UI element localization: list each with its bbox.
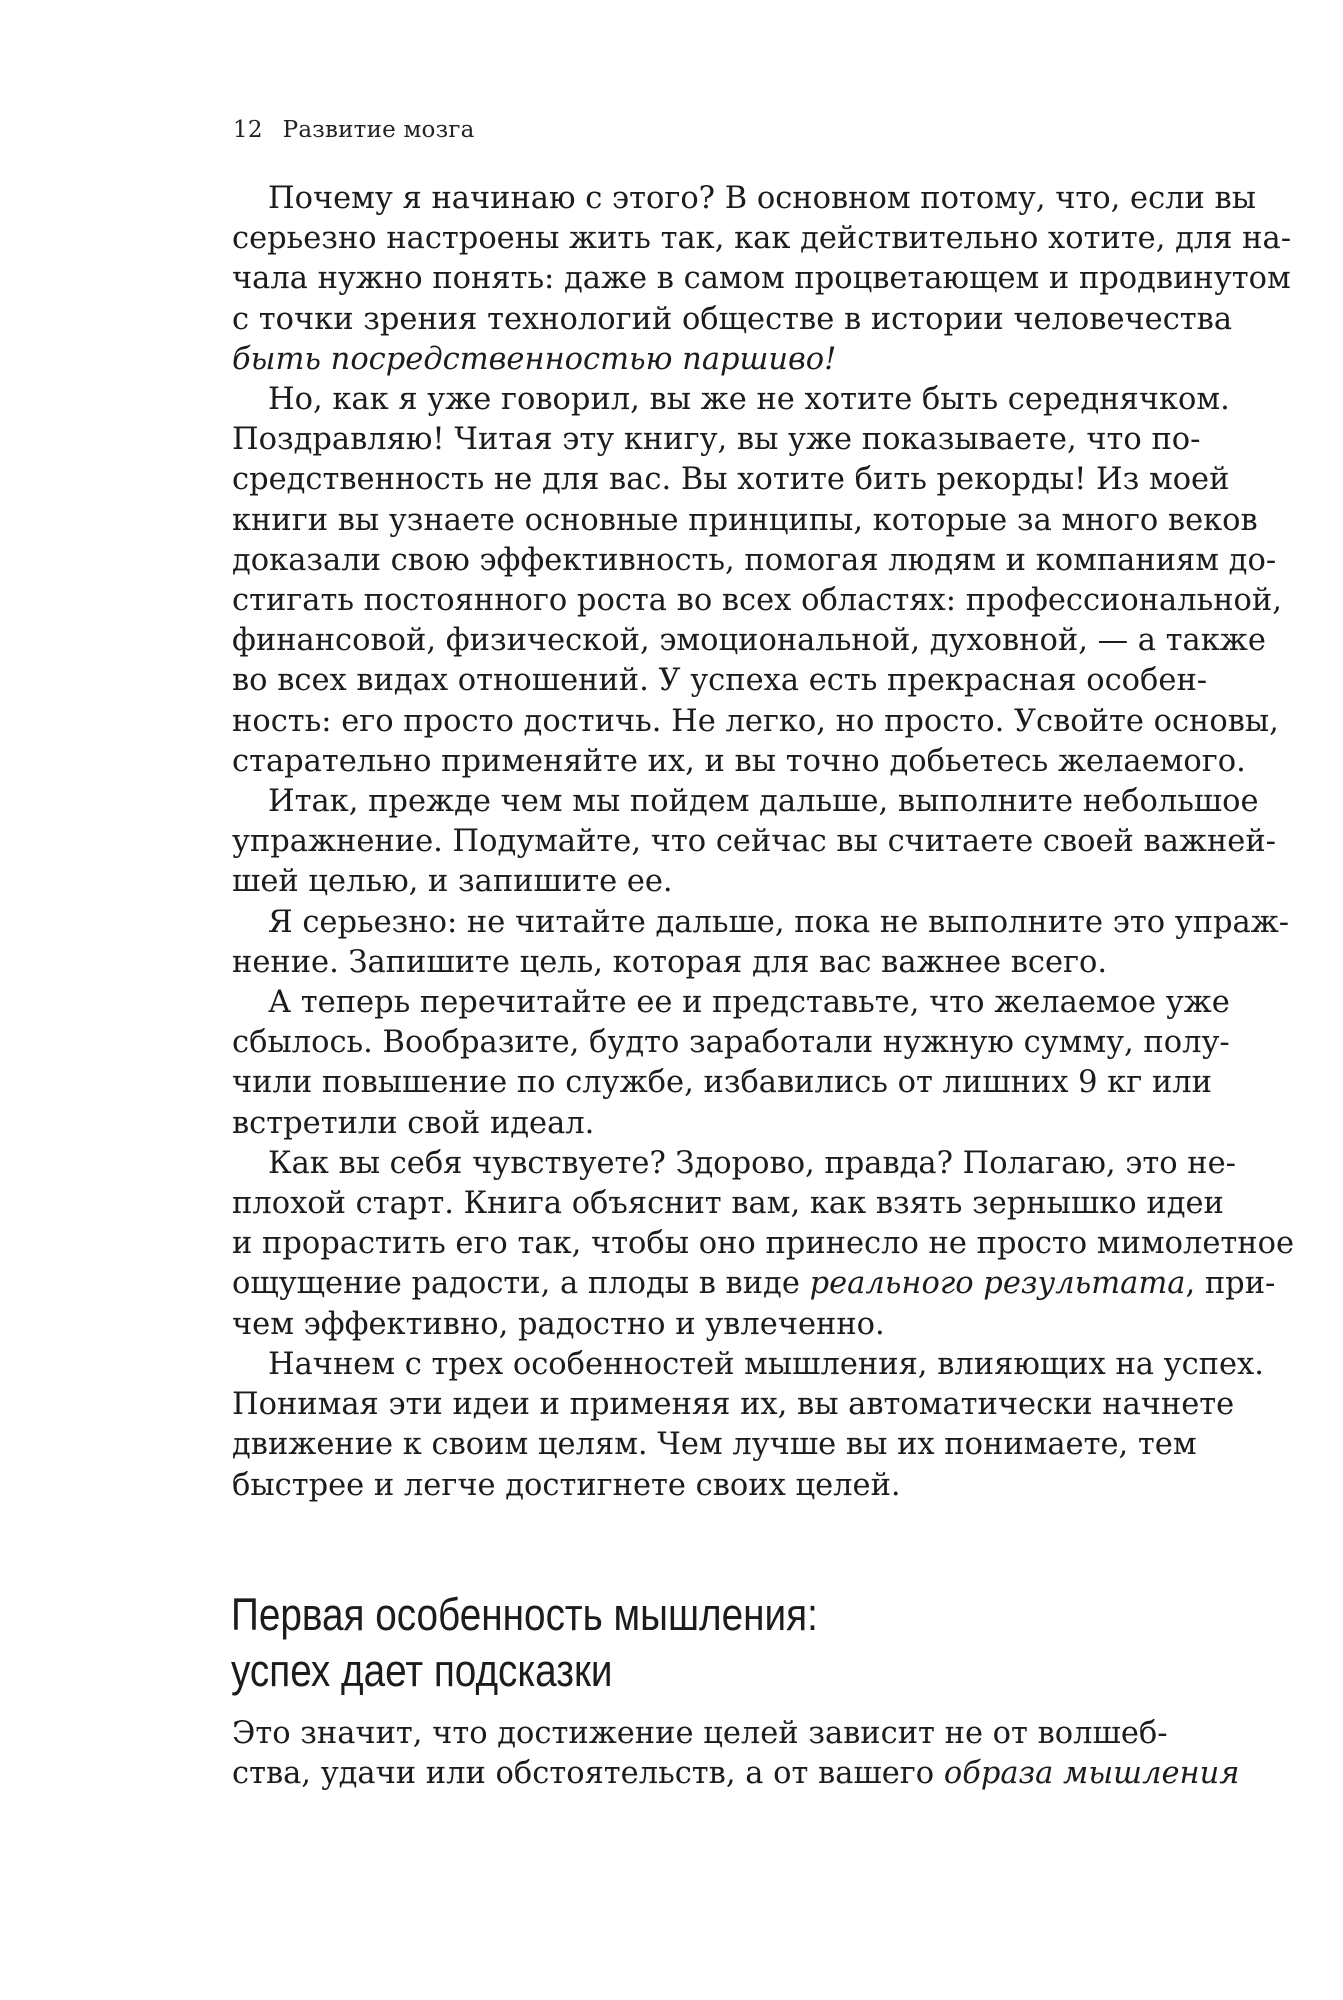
text-line: встретили свой идеал. bbox=[232, 1105, 595, 1141]
paragraph bbox=[232, 782, 1276, 903]
text-line: Понимая эти идеи и применяя их, вы автоматически начнете bbox=[232, 1387, 1235, 1423]
text-line: А теперь перечитайте ее и представьте, что желаемое уже bbox=[268, 985, 1230, 1021]
text-line: сбылось. Вообразите, будто заработали нужную сумму, полу- bbox=[232, 1025, 1230, 1061]
paragraph bbox=[232, 380, 1282, 782]
text-line: во всех видах отношений. У успеха есть прекрасная особен- bbox=[232, 663, 1208, 699]
text-line: шей целью, и запишите ее. bbox=[232, 864, 673, 900]
section-heading bbox=[231, 1587, 1027, 1699]
emphasis: быть посредственностью паршиво! bbox=[232, 341, 837, 377]
running-head bbox=[233, 117, 475, 143]
text-line bbox=[232, 340, 1158, 380]
paragraph bbox=[232, 903, 1290, 983]
text-line: чем эффективно, радостно и увлеченно. bbox=[232, 1306, 885, 1342]
text-line: Как вы себя чувствуете? Здорово, правда? Полагаю, это не- bbox=[268, 1145, 1236, 1181]
paragraph bbox=[232, 1144, 1295, 1345]
text-line: Начнем с трех особенностей мышления, влияющих на успех. bbox=[268, 1346, 1264, 1382]
text-line: ность: его просто достичь. Не легко, но просто. Усвойте основы, bbox=[232, 703, 1279, 739]
text-line: ства, удачи или обстоятельств, а от вашего образа мышления bbox=[232, 1756, 1240, 1792]
text-line: Итак, прежде чем мы пойдем дальше, выполните небольшое bbox=[268, 784, 1259, 820]
text-line: упражнение. Подумайте, что сейчас вы считаете своей важней- bbox=[232, 824, 1276, 860]
text-line: книги вы узнаете основные принципы, которые за много веков bbox=[232, 502, 1258, 538]
text-line: чала нужно понять: даже в самом процветающем и продвинутом bbox=[232, 261, 1291, 297]
section-heading-line: Первая особенность мышления: bbox=[231, 1589, 818, 1640]
text-line: финансовой, физической, эмоциональной, духовной, — а также bbox=[232, 623, 1266, 659]
paragraph bbox=[232, 983, 1230, 1144]
text-line: нение. Запишите цель, которая для вас важнее всего. bbox=[232, 944, 1108, 980]
paragraph bbox=[232, 179, 1291, 380]
text-line: Я серьезно: не читайте дальше, пока не выполните это упраж- bbox=[268, 904, 1290, 940]
text-line: доказали свою эффективность, помогая людям и компаниям до- bbox=[232, 542, 1277, 578]
text-line: ощущение радости, а плоды в виде реального результата, при- bbox=[232, 1266, 1276, 1302]
emphasis: реального результата bbox=[809, 1266, 1186, 1302]
section-heading-line: успех дает подсказки bbox=[231, 1645, 613, 1696]
chapter-title: Развитие мозга bbox=[282, 117, 475, 143]
text-line: быстрее и легче достигнете своих целей. bbox=[232, 1467, 901, 1503]
text-line: плохой старт. Книга объяснит вам, как взять зернышко идеи bbox=[232, 1186, 1224, 1222]
body-text bbox=[232, 179, 1295, 1506]
text-line: Поздравляю! Читая эту книгу, вы уже показываете, что по- bbox=[232, 422, 1201, 458]
text-line: старательно применяйте их, и вы точно добьетесь желаемого. bbox=[232, 743, 1246, 779]
emphasis: образа мышления bbox=[943, 1756, 1240, 1792]
text-line: с точки зрения технологий обществе в истории человечества bbox=[232, 301, 1233, 337]
text-line: Но, как я уже говорил, вы же не хотите быть середнячком. bbox=[268, 382, 1230, 418]
text-line: серьезно настроены жить так, как действительно хотите, для на- bbox=[232, 221, 1291, 257]
text-line: чили повышение по службе, избавились от лишних 9 кг или bbox=[232, 1065, 1212, 1101]
text-line: движение к своим целям. Чем лучше вы их понимаете, тем bbox=[232, 1427, 1197, 1463]
text-line: стигать постоянного роста во всех областях: профессиональной, bbox=[232, 583, 1282, 619]
closing-paragraph bbox=[232, 1714, 1240, 1794]
page-number: 12 bbox=[233, 117, 263, 143]
text-line: средственность не для вас. Вы хотите бить рекорды! Из моей bbox=[232, 462, 1230, 498]
text-line: Почему я начинаю с этого? В основном потому, что, если вы bbox=[268, 181, 1257, 216]
paragraph bbox=[232, 1345, 1264, 1506]
text-line: и прорастить его так, чтобы оно принесло не просто мимолетное bbox=[232, 1226, 1295, 1262]
text-line: Это значит, что достижение целей зависит не от волшеб- bbox=[232, 1716, 1168, 1751]
